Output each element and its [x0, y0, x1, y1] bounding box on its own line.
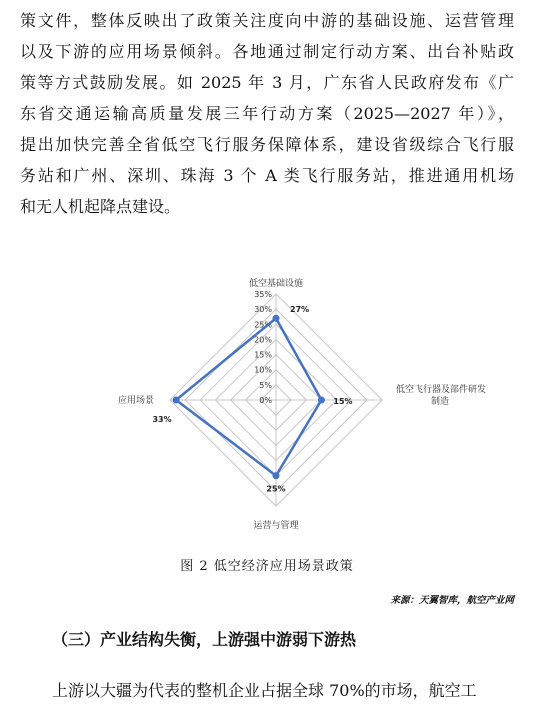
axis-label: 低空飞行器及部件研发: [396, 385, 487, 395]
paragraph-line: 策等方式鼓励发展。如 2025 年 3 月，广东省人民政府发布《广: [20, 73, 514, 92]
body-paragraph: [20, 675, 514, 706]
axis-label: 运营与管理: [253, 521, 299, 531]
radar-chart: [110, 260, 487, 531]
tick-label: 35%: [254, 290, 272, 299]
paragraph-line: 和无人机起降点建设。: [20, 197, 181, 216]
radar-data-point: [273, 315, 280, 322]
section-heading: （三）产业结构失衡，上游强中游弱下游热: [52, 630, 357, 649]
paragraph-line: 策文件，整体反映出了政策关注度向中游的基础设施、运营管理: [20, 11, 514, 30]
tick-label: 30%: [254, 305, 272, 315]
radar-chart-svg: [110, 260, 487, 531]
axis-label: 制造: [430, 397, 450, 407]
data-label: 27%: [290, 305, 310, 315]
figure-caption: 图 2 低空经济应用场景政策: [180, 559, 354, 574]
tick-label: 10%: [254, 365, 272, 375]
paragraph-line: 务站和广州、深圳、珠海 3 个 A 类飞行服务站，推进通用机场: [20, 166, 514, 185]
tick-label: 0%: [259, 396, 272, 405]
figure-source: 来源：天翼智库，航空产业网: [390, 595, 514, 606]
data-label: 25%: [266, 484, 286, 494]
tick-label: 5%: [259, 380, 272, 390]
tick-label: 20%: [254, 335, 272, 345]
paragraph-line: 以及下游的应用场景倾斜。各地通过制定行动方案、出台补贴政: [20, 42, 514, 61]
data-label: 33%: [152, 415, 172, 424]
tick-label: 15%: [254, 350, 272, 360]
radar-data-point: [273, 472, 280, 479]
paragraph-line: 提出加快完善全省低空飞行服务保障体系，建设省级综合飞行服: [20, 135, 514, 154]
axis-label: 低空基础设施: [248, 279, 304, 289]
tick-label: 25%: [254, 320, 272, 330]
paragraph-line: 上游以大疆为代表的整机企业占据全球 70%的市场，航空工: [52, 681, 477, 700]
radar-data-point: [318, 397, 325, 404]
radar-data-point: [173, 397, 180, 404]
axis-label: 应用场景: [117, 396, 154, 406]
paragraph-line: 东省交通运输高质量发展三年行动方案（2025—2027 年）》，: [20, 104, 514, 123]
data-label: 15%: [333, 397, 353, 406]
body-paragraph: [20, 5, 514, 222]
